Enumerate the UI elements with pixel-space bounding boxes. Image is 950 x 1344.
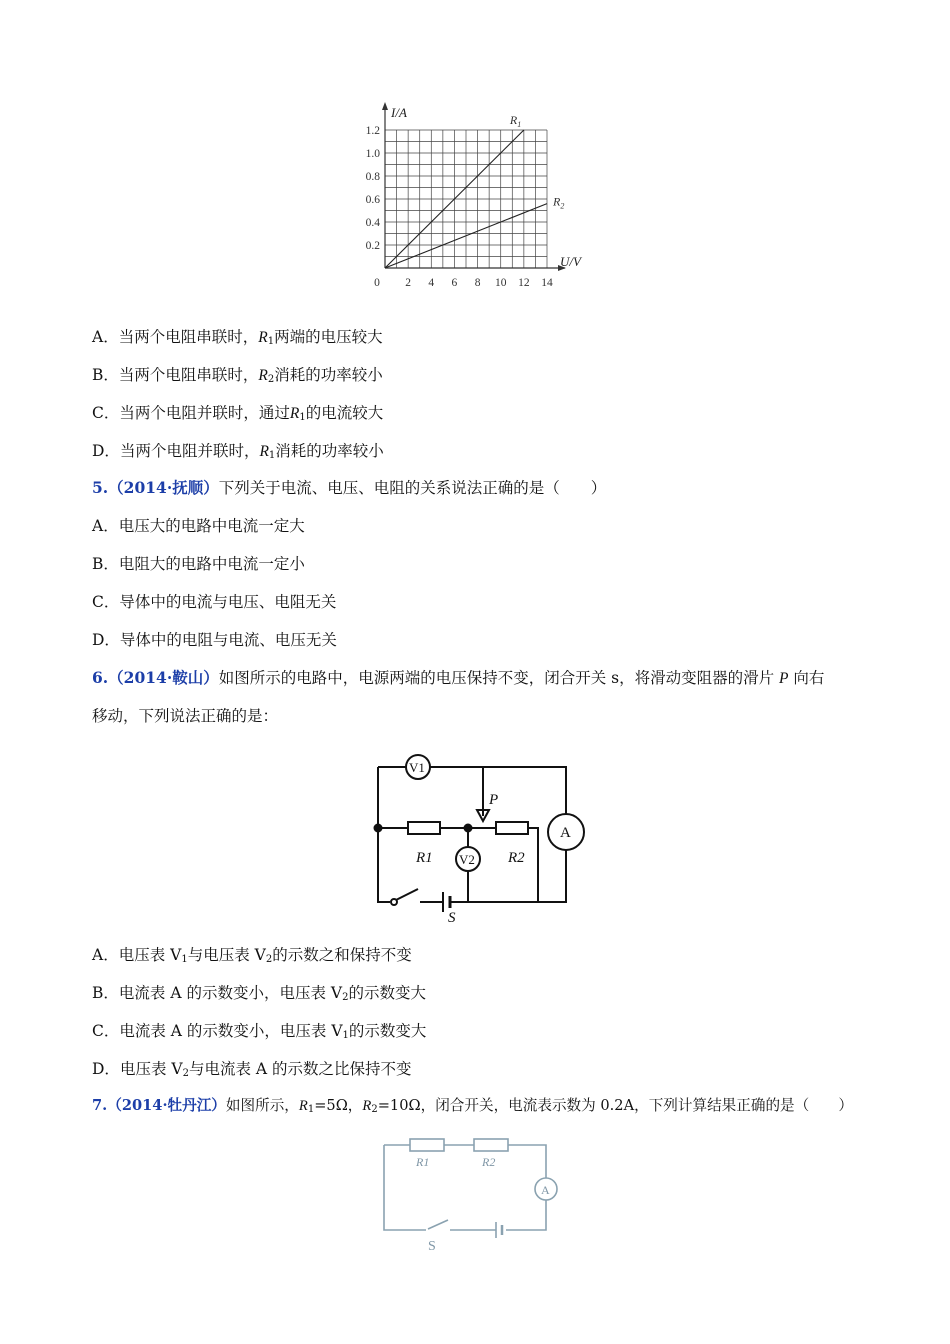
graph-grid (385, 130, 547, 268)
q4-option-a[interactable]: A．当两个电阻串联时，$R_1$两端的电压较大 (92, 328, 383, 347)
r1-resistor (408, 822, 440, 834)
y-tick-label: 0.8 (365, 171, 380, 183)
q6-circuit-diagram (368, 752, 588, 926)
q5-option-b[interactable]: B．电阻大的电路中电流一定小 (92, 555, 305, 573)
q6-stem-line1: 6.（2014·鞍山）如图所示的电路中，电源两端的电压保持不变，闭合开关 s，将滑动变阻器的滑片 P 向右 (92, 668, 825, 687)
iu-graph (355, 100, 595, 295)
q4-option-b[interactable]: B．当两个电阻串联时，$R_2$消耗的功率较小 (92, 366, 383, 385)
r2-label: R2 (508, 850, 525, 866)
ammeter-label: A (560, 825, 571, 841)
series-label-r2: $R_2$ (553, 194, 565, 211)
x-tick-label: 10 (494, 277, 507, 289)
r2-resistor (496, 822, 528, 834)
x-axis-label: U/V (560, 254, 581, 269)
p-label: P (489, 792, 499, 808)
q7-switch-label: S (428, 1239, 436, 1254)
q7-r1-resistor (410, 1139, 444, 1151)
q6-option-c[interactable]: C．电流表 A 的示数变小，电压表 $V_1$的示数变大 (92, 1022, 427, 1041)
x-tick-label: 14 (541, 277, 553, 289)
q6-option-d[interactable]: D．电压表 $V_2$与电流表 A 的示数之比保持不变 (92, 1060, 412, 1079)
q7-r1-label: R1 (416, 1155, 430, 1169)
x-tick-label: 6 (451, 277, 458, 289)
q5-option-c[interactable]: C．导体中的电流与电压、电阻无关 (92, 593, 337, 611)
series-label-r1: $R_1$ (509, 113, 522, 129)
q7-ammeter-label: A (541, 1183, 550, 1197)
q7-r2-label: R2 (482, 1155, 496, 1169)
q6-option-b[interactable]: B．电流表 A 的示数变小，电压表 $V_2$的示数变大 (92, 984, 426, 1003)
q6-stem-line2: 移动，下列说法正确的是： (92, 707, 279, 725)
y-tick-label: 0.4 (365, 217, 380, 229)
x-tick-label: 4 (428, 277, 435, 289)
y-tick-label: 0.6 (365, 194, 380, 206)
x-tick-label: 8 (474, 277, 481, 289)
q4-option-c[interactable]: C．当两个电阻并联时，通过$R_1$的电流较大 (92, 404, 384, 423)
r1-label: R1 (416, 850, 433, 866)
y-axis-arrow (382, 102, 388, 110)
q5-stem: 5.（2014·抚顺）下列关于电流、电压、电阻的关系说法正确的是（ ） (92, 478, 607, 497)
q7-circuit-diagram (378, 1130, 578, 1255)
y-axis-label: I/A (391, 105, 407, 120)
q6-option-a[interactable]: A．电压表 $V_1$与电压表 $V_2$的示数之和保持不变 (92, 946, 412, 965)
v1-label: V1 (409, 760, 425, 775)
q6-number: 6.（2014·鞍山） (92, 668, 219, 687)
q7-r2-resistor (474, 1139, 508, 1151)
x-tick-label: 12 (518, 277, 530, 289)
y-tick-label: 1.2 (365, 125, 380, 137)
v2-label: V2 (459, 852, 475, 867)
q7-number: 7.（2014·牡丹江） (92, 1097, 226, 1114)
y-tick-label: 1.0 (365, 148, 380, 160)
x-tick-label: 0 (374, 277, 380, 289)
x-tick-label: 2 (405, 277, 412, 289)
q5-option-d[interactable]: D．导体中的电阻与电流、电压无关 (92, 631, 337, 649)
q4-option-d[interactable]: D．当两个电阻并联时，$R_1$消耗的功率较小 (92, 442, 384, 461)
switch-label: S (448, 910, 456, 926)
q5-option-a[interactable]: A．电压大的电路中电流一定大 (92, 517, 305, 535)
y-tick-label: 0.2 (365, 240, 380, 252)
q5-number: 5.（2014·抚顺） (92, 478, 219, 497)
q7-stem: 7.（2014·牡丹江）如图所示，$R_1=5\Omega$，$R_2=10\Omega$，闭合开关，电流表示数为 0.2A，下列计算结果正确的是（ ） (92, 1097, 854, 1115)
